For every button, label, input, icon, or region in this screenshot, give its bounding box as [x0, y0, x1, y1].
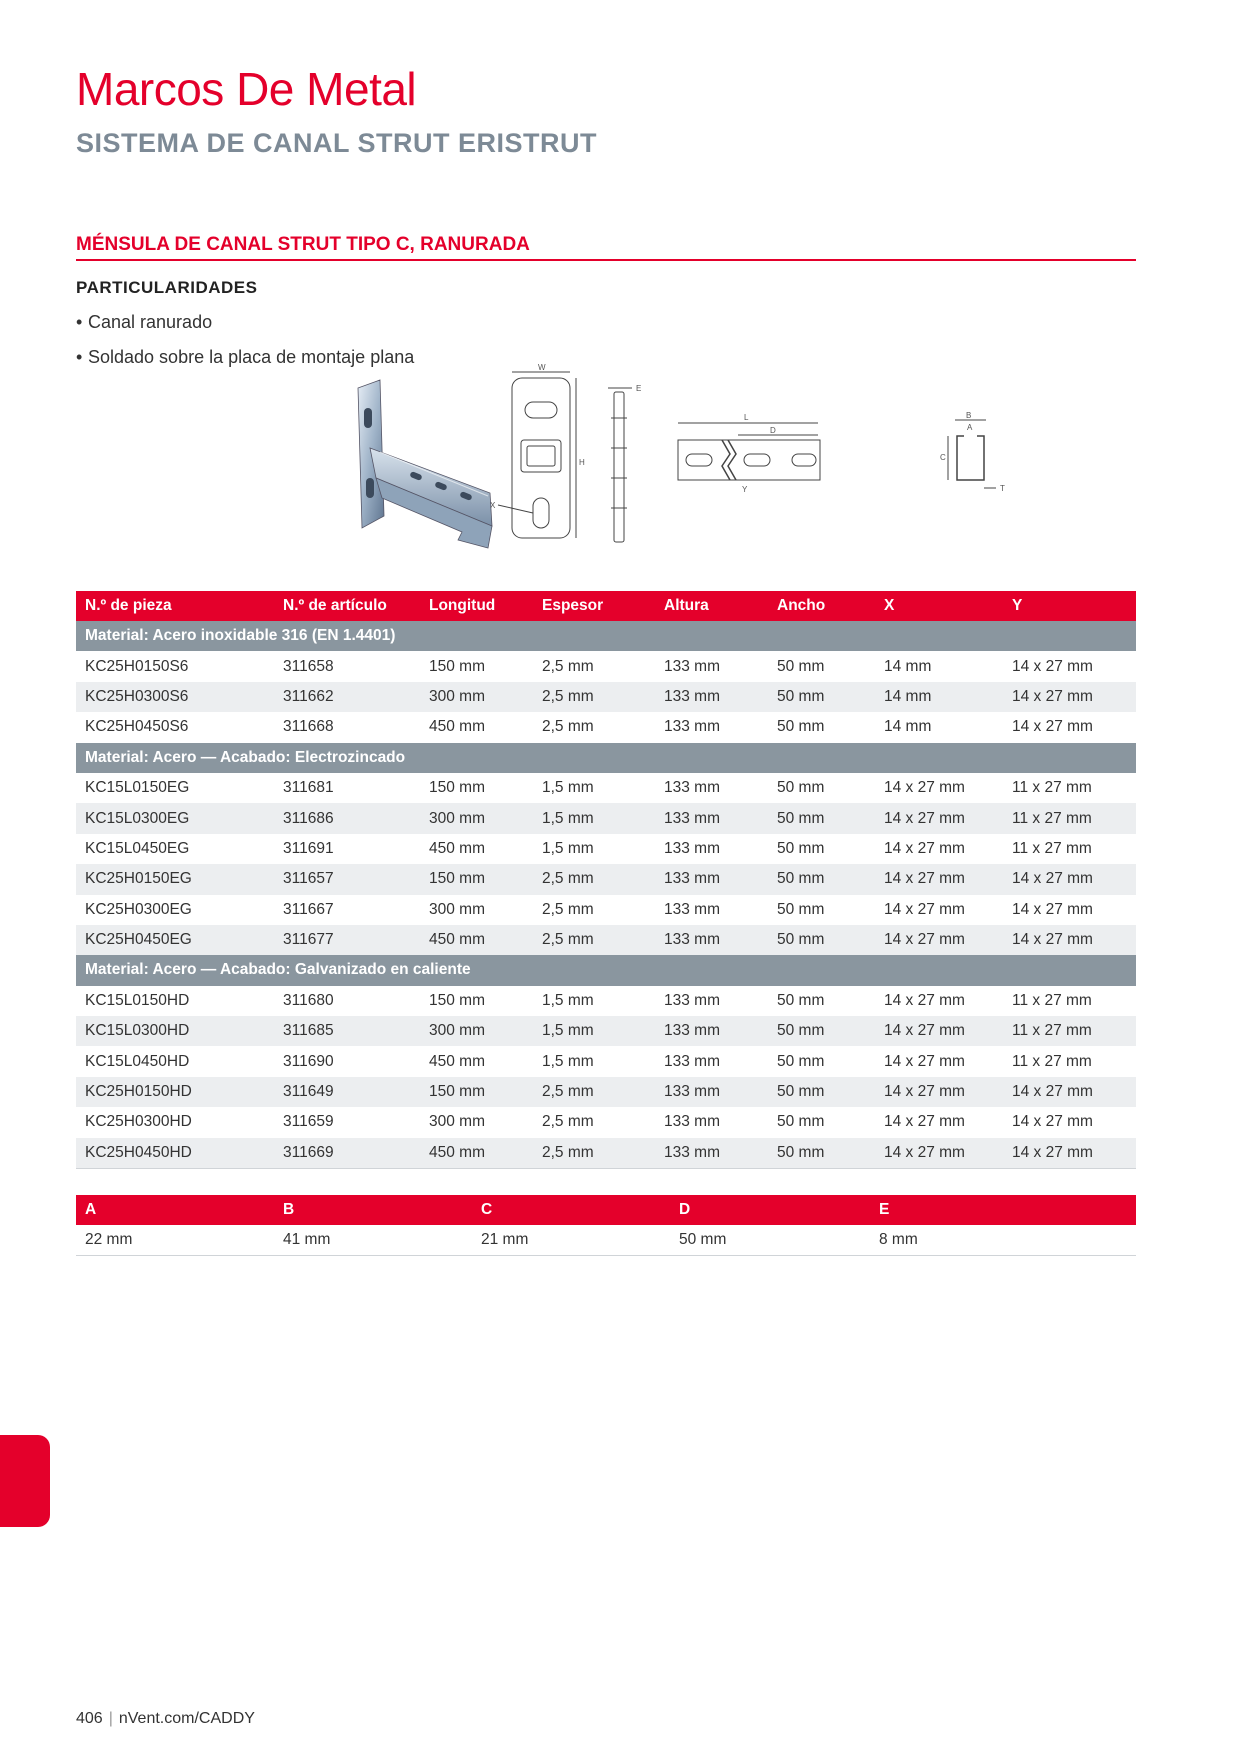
table-cell: 311669: [274, 1138, 420, 1168]
page-title: Marcos De Metal: [76, 63, 417, 115]
table-cell: 11 x 27 mm: [1012, 839, 1092, 857]
table-cell: 14 x 27 mm: [1003, 925, 1136, 955]
column-header-part-number: N.º de pieza: [76, 591, 274, 621]
table-group-row: [76, 955, 1136, 985]
dim-label-w: W: [538, 363, 546, 372]
table-row: [76, 834, 1136, 864]
table-cell: KC25H0300HD: [85, 1113, 192, 1131]
footer-link[interactable]: nVent.com/CADDY: [118, 1710, 255, 1727]
table-cell: 14 mm: [884, 657, 932, 675]
table-cell: 150 mm: [420, 1077, 533, 1107]
table-cell: 14 x 27 mm: [875, 1016, 1003, 1046]
table-cell: 133 mm: [655, 1016, 768, 1046]
table-cell: 14 x 27 mm: [884, 991, 965, 1009]
table-cell: 14 x 27 mm: [1003, 864, 1136, 894]
table-row: [76, 1225, 1136, 1255]
table-cell: 311659: [283, 1113, 334, 1131]
table-cell: 11 x 27 mm: [1012, 1052, 1092, 1070]
table-cell: 2,5 mm: [542, 1113, 594, 1131]
bracket-photo: [358, 380, 492, 548]
column-header-height: Altura: [655, 591, 768, 621]
dim-label-e: E: [636, 384, 642, 393]
table-cell: 2,5 mm: [533, 1138, 655, 1168]
table-cell: 1,5 mm: [542, 779, 594, 797]
table-cell: 300 mm: [429, 1113, 485, 1131]
table-cell: 50 mm: [777, 718, 825, 736]
table-cell: 133 mm: [655, 1138, 768, 1168]
table-cell: 14 x 27 mm: [1003, 682, 1136, 712]
column-header-b: B: [274, 1195, 472, 1225]
table-cell: 14 x 27 mm: [875, 925, 1003, 955]
column-header-length: Longitud: [420, 591, 533, 621]
table-cell: 11 x 27 mm: [1003, 1016, 1136, 1046]
section-title: MÉNSULA DE CANAL STRUT TIPO C, RANURADA: [76, 234, 530, 255]
dim-label-b: B: [966, 411, 972, 420]
table-cell: 311667: [283, 900, 334, 918]
column-header-x: X: [875, 591, 1003, 621]
table-group-row: [76, 743, 1136, 773]
table-cell: 11 x 27 mm: [1012, 991, 1092, 1009]
table-cell: 311685: [274, 1016, 420, 1046]
table-cell: 133 mm: [664, 779, 720, 797]
table-cell: 150 mm: [429, 779, 485, 797]
specifications-body: [76, 621, 1136, 1168]
table-row: [76, 1077, 1136, 1107]
table-cell: 14 x 27 mm: [1012, 900, 1093, 918]
table-cell: 11 x 27 mm: [1012, 779, 1092, 797]
table-cell: 50 mm: [670, 1225, 870, 1255]
table-cell: 11 x 27 mm: [1003, 803, 1136, 833]
table-row: [76, 712, 1136, 742]
table-cell: 133 mm: [655, 803, 768, 833]
table-cell: 133 mm: [664, 1113, 720, 1131]
table-cell: 300 mm: [429, 900, 485, 918]
feature-item: [76, 347, 414, 382]
table-cell: 311681: [283, 779, 334, 797]
table-cell: 1,5 mm: [533, 1016, 655, 1046]
table-cell: KC15L0150HD: [85, 991, 190, 1009]
table-cell: 50 mm: [777, 657, 825, 675]
table-cell: 133 mm: [664, 657, 720, 675]
table-cell: 311690: [283, 1052, 334, 1070]
plate-front-drawing: [490, 363, 585, 538]
table-cell: 450 mm: [420, 1138, 533, 1168]
table-cell: 50 mm: [777, 779, 825, 797]
table-cell: 133 mm: [664, 839, 720, 857]
table-cell: KC25H0450HD: [76, 1138, 274, 1168]
dim-label-y: Y: [742, 485, 748, 494]
table-cell: KC25H0150S6: [85, 657, 189, 675]
dim-label-a: A: [967, 423, 973, 432]
table-cell: 2,5 mm: [542, 718, 594, 736]
column-header-a: A: [76, 1195, 274, 1225]
table-cell: 311680: [283, 991, 334, 1009]
table-row: [76, 651, 1136, 681]
table-row: [76, 1016, 1136, 1046]
table-cell: KC15L0300EG: [76, 803, 274, 833]
column-header-d: D: [670, 1195, 870, 1225]
table-cell: 14 x 27 mm: [884, 1113, 965, 1131]
table-cell: KC25H0450S6: [85, 718, 189, 736]
table-cell: 311649: [274, 1077, 420, 1107]
column-header-article-number: N.º de artículo: [274, 591, 420, 621]
table-cell: 311686: [274, 803, 420, 833]
table-cell: 50 mm: [777, 1113, 825, 1131]
table-cell: 450 mm: [429, 839, 485, 857]
table-cell: 8 mm: [870, 1225, 1136, 1255]
table-cell: 14 x 27 mm: [884, 779, 965, 797]
table-row: [76, 1046, 1136, 1076]
table-group-row: [76, 621, 1136, 651]
table-cell: KC25H0150EG: [76, 864, 274, 894]
table-header-row: [76, 591, 1136, 621]
dim-label-c: C: [940, 453, 946, 462]
table-cell: 150 mm: [429, 657, 485, 675]
table-cell: 2,5 mm: [533, 925, 655, 955]
table-cell: 300 mm: [420, 803, 533, 833]
table-cell: 1,5 mm: [542, 991, 594, 1009]
dim-label-l: L: [744, 413, 749, 422]
table-cell: 14 x 27 mm: [1003, 1077, 1136, 1107]
table-cell: KC25H0300S6: [76, 682, 274, 712]
table-cell: 50 mm: [768, 864, 875, 894]
table-cell: 450 mm: [420, 925, 533, 955]
table-cell: 14 x 27 mm: [875, 864, 1003, 894]
section-divider: [76, 259, 1136, 261]
dim-label-h: H: [579, 458, 585, 467]
bullet-icon: •: [76, 347, 83, 367]
channel-section-drawing: [940, 411, 1005, 493]
dim-label-x: X: [490, 501, 496, 510]
dim-label-d: D: [770, 426, 776, 435]
page-subtitle: SISTEMA DE CANAL STRUT ERISTRUT: [76, 128, 598, 158]
table-cell: 311662: [274, 682, 420, 712]
table-cell: KC25H0150HD: [76, 1077, 274, 1107]
dim-label-t: T: [1000, 484, 1005, 493]
table-row: [76, 1107, 1136, 1137]
feature-item: [76, 312, 414, 347]
column-header-c: C: [472, 1195, 670, 1225]
table-cell: KC25H0300EG: [85, 900, 192, 918]
table-cell: 14 x 27 mm: [1012, 718, 1093, 736]
table-cell: KC15L0450EG: [85, 839, 190, 857]
table-header-row: [76, 1195, 1136, 1225]
table-cell: 311657: [274, 864, 420, 894]
table-cell: 14 x 27 mm: [875, 1138, 1003, 1168]
table-cell: KC15L0300HD: [76, 1016, 274, 1046]
table-cell: 14 x 27 mm: [1012, 657, 1093, 675]
table-cell: 150 mm: [429, 991, 485, 1009]
table-cell: 133 mm: [655, 682, 768, 712]
table-cell: 2,5 mm: [542, 900, 594, 918]
product-illustrations: [340, 363, 1140, 558]
table-cell: 2,5 mm: [533, 1077, 655, 1107]
table-cell: 1,5 mm: [542, 1052, 594, 1070]
table-cell: KC15L0450HD: [85, 1052, 190, 1070]
features-list: [76, 312, 414, 382]
specifications-table: [76, 591, 1136, 1169]
page-footer: [76, 1710, 255, 1728]
table-row: [76, 864, 1136, 894]
table-cell: 50 mm: [768, 925, 875, 955]
table-cell: 50 mm: [768, 1138, 875, 1168]
table-cell: 311691: [283, 839, 334, 857]
table-cell: 311668: [283, 718, 334, 736]
table-cell: 1,5 mm: [533, 803, 655, 833]
table-row: [76, 803, 1136, 833]
table-cell: KC15L0150EG: [85, 779, 190, 797]
table-cell: 21 mm: [472, 1225, 670, 1255]
material-group-label: Material: Acero inoxidable 316 (EN 1.4401): [76, 621, 1136, 651]
column-header-width: Ancho: [768, 591, 875, 621]
table-cell: 14 mm: [875, 682, 1003, 712]
footer-separator: |: [108, 1710, 113, 1727]
table-cell: 311677: [274, 925, 420, 955]
table-cell: 150 mm: [420, 864, 533, 894]
table-cell: 50 mm: [777, 1052, 825, 1070]
features-heading: PARTICULARIDADES: [76, 278, 258, 297]
table-row: [76, 925, 1136, 955]
plate-side-drawing: [608, 384, 641, 542]
table-cell: 50 mm: [768, 803, 875, 833]
table-row: [76, 986, 1136, 1016]
table-cell: 1,5 mm: [542, 839, 594, 857]
channel-length-drawing: [678, 413, 820, 494]
column-header-thickness: Espesor: [533, 591, 655, 621]
table-cell: 50 mm: [768, 1016, 875, 1046]
table-cell: 133 mm: [664, 718, 720, 736]
column-header-e: E: [870, 1195, 1136, 1225]
table-cell: 50 mm: [777, 839, 825, 857]
feature-text: Soldado sobre la placa de montaje plana: [88, 347, 415, 367]
table-cell: 50 mm: [768, 1077, 875, 1107]
table-row: [76, 1138, 1136, 1168]
material-group-label: Material: Acero — Acabado: Galvanizado en caliente: [76, 955, 1136, 985]
table-cell: 300 mm: [420, 1016, 533, 1046]
dimensions-table: [76, 1195, 1136, 1256]
table-cell: 133 mm: [655, 864, 768, 894]
table-cell: 14 x 27 mm: [884, 1052, 965, 1070]
table-cell: 133 mm: [664, 1052, 720, 1070]
material-group-label: Material: Acero — Acabado: Electrozincado: [76, 743, 1136, 773]
column-header-y: Y: [1003, 591, 1136, 621]
table-cell: 14 x 27 mm: [884, 900, 965, 918]
table-cell: 14 x 27 mm: [1003, 1138, 1136, 1168]
table-cell: 50 mm: [777, 900, 825, 918]
table-cell: 2,5 mm: [533, 682, 655, 712]
page-number: 406: [76, 1710, 103, 1727]
table-cell: 2,5 mm: [533, 864, 655, 894]
table-cell: 14 x 27 mm: [875, 803, 1003, 833]
table-cell: 450 mm: [429, 1052, 485, 1070]
feature-text: Canal ranurado: [88, 312, 213, 332]
table-cell: 133 mm: [664, 900, 720, 918]
table-cell: KC25H0450EG: [76, 925, 274, 955]
table-cell: 133 mm: [655, 925, 768, 955]
table-cell: 133 mm: [664, 991, 720, 1009]
table-cell: 50 mm: [768, 682, 875, 712]
chapter-tab: [0, 1435, 50, 1527]
table-cell: 14 mm: [884, 718, 932, 736]
table-row: [76, 773, 1136, 803]
table-cell: 311658: [283, 657, 334, 675]
table-row: [76, 895, 1136, 925]
table-cell: 50 mm: [777, 991, 825, 1009]
bullet-icon: •: [76, 312, 83, 332]
table-cell: 300 mm: [420, 682, 533, 712]
table-row: [76, 682, 1136, 712]
table-cell: 133 mm: [655, 1077, 768, 1107]
table-cell: 450 mm: [429, 718, 485, 736]
table-cell: 41 mm: [274, 1225, 472, 1255]
table-cell: 14 x 27 mm: [1012, 1113, 1093, 1131]
table-cell: 22 mm: [76, 1225, 274, 1255]
table-cell: 14 x 27 mm: [875, 1077, 1003, 1107]
table-cell: 2,5 mm: [542, 657, 594, 675]
table-cell: 14 x 27 mm: [884, 839, 965, 857]
